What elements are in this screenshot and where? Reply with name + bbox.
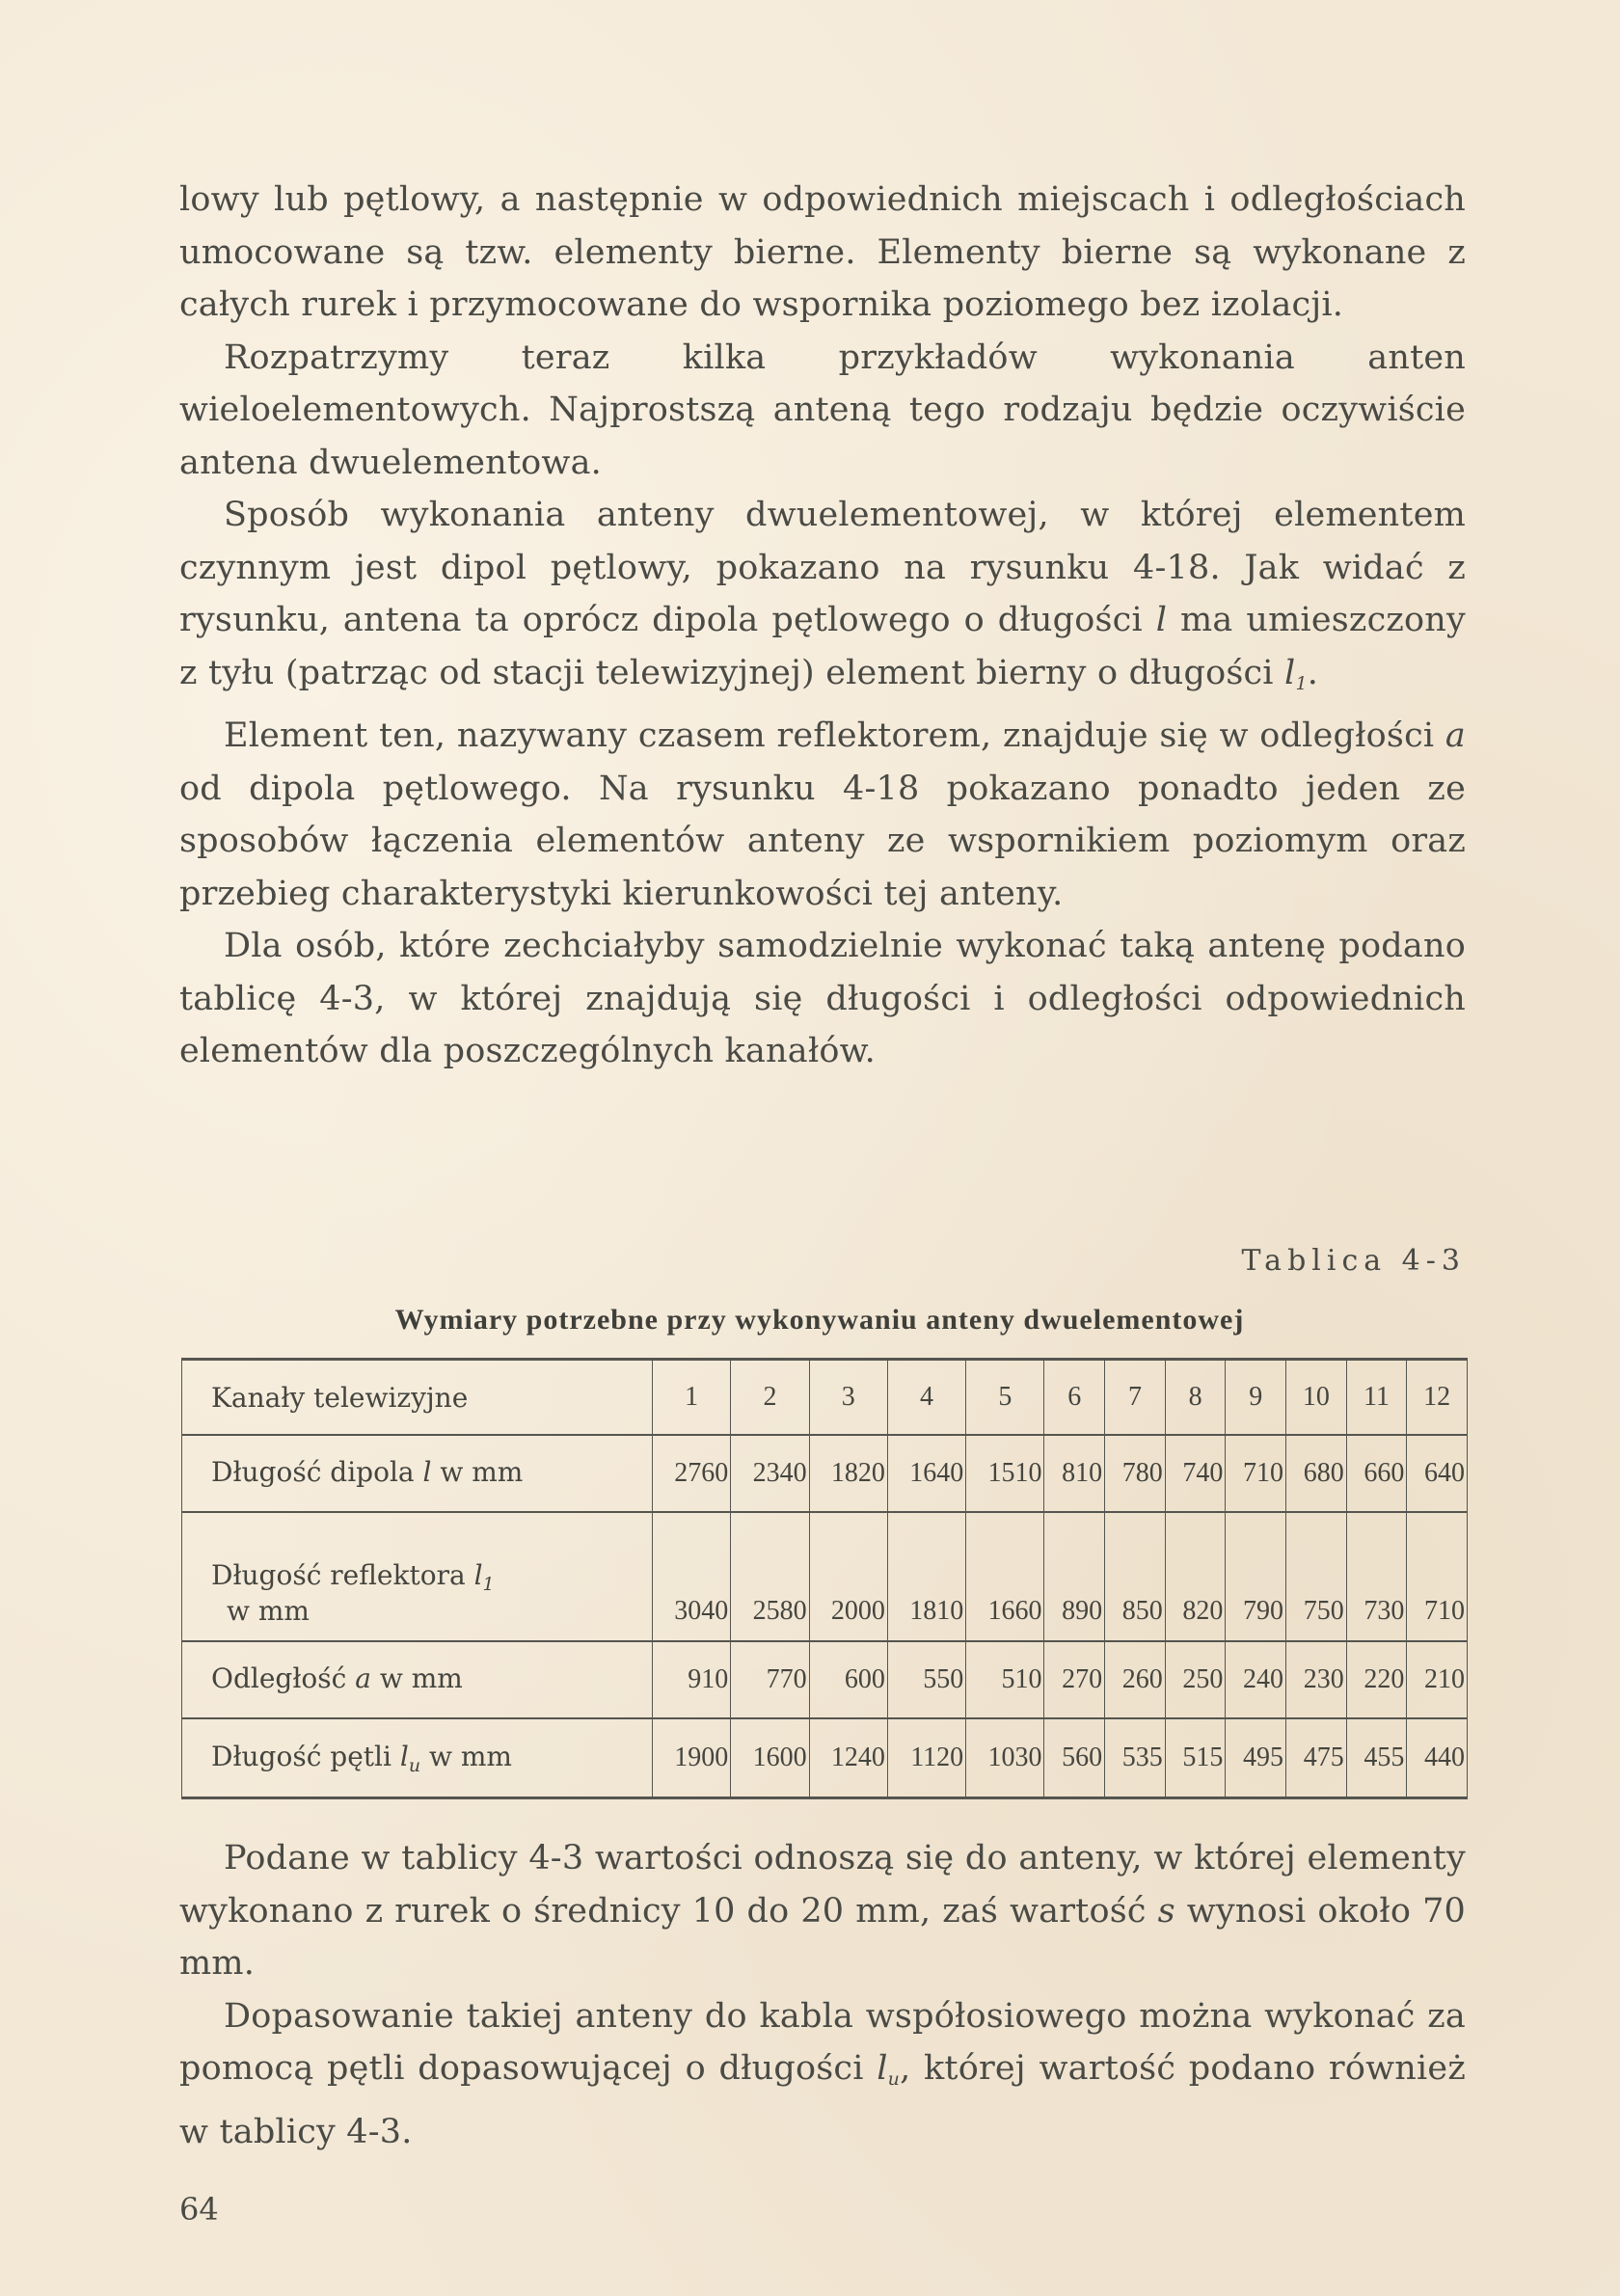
table-cell: 250 (1165, 1641, 1226, 1718)
table-cell: 455 (1346, 1718, 1407, 1798)
var-lu: l (877, 2049, 888, 2088)
table-cell: 600 (809, 1641, 887, 1718)
table-cell: 560 (1044, 1718, 1105, 1798)
table-cell: 890 (1044, 1512, 1105, 1641)
table-cell: 680 (1286, 1435, 1347, 1512)
table-cell: 640 (1407, 1435, 1468, 1512)
table-row (182, 1512, 1468, 1641)
row-label: Długość pętli $l_u$ w mm (182, 1718, 653, 1798)
table-cell: 210 (1407, 1641, 1468, 1718)
paragraph-5: Dla osób, które zechciałyby samodzielnie wykonać taką antenę podano tablicę 4-3, w której znajdują się długości i odległości odpowiednich elementów dla poszczególnych kanałów. (179, 927, 1466, 1070)
table-cell: 850 (1105, 1512, 1166, 1641)
table-number: Tablica 4-3 (1241, 1244, 1466, 1278)
table-cell: 220 (1346, 1641, 1407, 1718)
table-cell: 710 (1226, 1435, 1286, 1512)
table-cell: 740 (1165, 1435, 1226, 1512)
body-text-bottom (179, 1832, 1466, 2158)
table-cell: 750 (1286, 1512, 1347, 1641)
table-cell: 1600 (731, 1718, 809, 1798)
table-cell: 2580 (731, 1512, 809, 1641)
var-l1: l (1284, 653, 1296, 692)
table-cell: 820 (1165, 1512, 1226, 1641)
table-cell: 270 (1044, 1641, 1105, 1718)
table-cell: 2340 (731, 1435, 809, 1512)
table-header-row (182, 1360, 1468, 1436)
table-cell: 440 (1407, 1718, 1468, 1798)
table-cell: 1030 (966, 1718, 1044, 1798)
table-cell: 1660 (966, 1512, 1044, 1641)
channel-header: 9 (1226, 1360, 1286, 1436)
table-cell: 1810 (887, 1512, 965, 1641)
var-s: s (1157, 1891, 1175, 1931)
table-row (182, 1641, 1468, 1718)
table-caption: Wymiary potrzebne przy wykonywaniu anteny dwuelementowej (394, 1304, 1245, 1336)
table-cell: 730 (1346, 1512, 1407, 1641)
table-cell: 790 (1226, 1512, 1286, 1641)
channel-header: 3 (809, 1360, 887, 1436)
row-label: Długość dipola l w mm (182, 1435, 653, 1512)
table-cell: 240 (1226, 1641, 1286, 1718)
paragraph-6: Podane w tablicy 4-3 wartości odnoszą się do anteny, w której elementy wykonano z rurek o średnicy 10 do 20 mm, zaś wartość s wynosi około 70 mm. (179, 1839, 1466, 1983)
dimensions-table (181, 1358, 1468, 1799)
table-cell: 3040 (653, 1512, 731, 1641)
channel-header: 5 (966, 1360, 1044, 1436)
channel-header: 8 (1165, 1360, 1226, 1436)
channel-header: 6 (1044, 1360, 1105, 1436)
table-cell: 770 (731, 1641, 809, 1718)
paragraph-7: Dopasowanie takiej anteny do kabla współosiowego można wykonać za pomocą pętli dopasowującej o długości $l_u$, której wartość podano również w tablicy 4-3. (179, 1996, 1466, 2151)
channel-header: 10 (1286, 1360, 1347, 1436)
paragraph-1: lowy lub pętlowy, a następnie w odpowiednich miejscach i odległościach umocowane są tzw. elementy bierne. Elementy bierne są wykonane z całych rurek i przymocowane do wspornika poziomego bez izolacji. (179, 180, 1466, 324)
header-label: Kanały telewizyjne (182, 1360, 653, 1436)
channel-header: 7 (1105, 1360, 1166, 1436)
table-cell: 535 (1105, 1718, 1166, 1798)
table-cell: 260 (1105, 1641, 1166, 1718)
var-a: a (1444, 716, 1466, 755)
table-cell: 910 (653, 1641, 731, 1718)
table-cell: 810 (1044, 1435, 1105, 1512)
channel-header: 1 (653, 1360, 731, 1436)
table-cell: 1510 (966, 1435, 1044, 1512)
paragraph-4: Element ten, nazywany czasem reflektorem, znajduje się w odległości a od dipola pętlowego. Na rysunku 4-18 pokazano ponadto jeden ze sposobów łączenia elementów anteny ze wspornikiem poziomym oraz przebieg charakterystyki kierunkowości tej anteny. (179, 716, 1466, 913)
table-cell: 1900 (653, 1718, 731, 1798)
paragraph-2: Rozpatrzymy teraz kilka przykładów wykonania anten wieloelementowych. Najprostszą anteną tego rodzaju będzie oczywiście antena dwuelementowa. (179, 338, 1466, 482)
paragraph-3: Sposób wykonania anteny dwuelementowej, w której elementem czynnym jest dipol pętlowy, pokazano na rysunku 4-18. Jak widać z rysunku, antena ta oprócz dipola pętlowego o długości l ma umieszczony z tyłu (patrząc od stacji telewizyjnej) element bierny o długości $l_1$. (179, 496, 1466, 694)
table-row (182, 1435, 1468, 1512)
table-cell: 710 (1407, 1512, 1468, 1641)
row-label: Długość reflektora $l_1$ w mm (182, 1512, 653, 1641)
table-row (182, 1718, 1468, 1798)
table-cell: 660 (1346, 1435, 1407, 1512)
table-cell: 780 (1105, 1435, 1166, 1512)
table-cell: 1640 (887, 1435, 965, 1512)
table-cell: 230 (1286, 1641, 1347, 1718)
table-cell: 550 (887, 1641, 965, 1718)
var-l: l (1155, 601, 1168, 639)
table-cell: 2760 (653, 1435, 731, 1512)
table-cell: 515 (1165, 1718, 1226, 1798)
channel-header: 2 (731, 1360, 809, 1436)
table-cell: 1120 (887, 1718, 965, 1798)
table-cell: 495 (1226, 1718, 1286, 1798)
table-cell: 2000 (809, 1512, 887, 1641)
table-cell: 510 (966, 1641, 1044, 1718)
row-label: Odległość a w mm (182, 1641, 653, 1718)
table-cell: 1240 (809, 1718, 887, 1798)
channel-header: 11 (1346, 1360, 1407, 1436)
page-number: 64 (179, 2191, 219, 2228)
channel-header: 12 (1407, 1360, 1468, 1436)
body-text-top (179, 174, 1466, 1078)
channel-header: 4 (887, 1360, 965, 1436)
table-cell: 475 (1286, 1718, 1347, 1798)
table-cell: 1820 (809, 1435, 887, 1512)
